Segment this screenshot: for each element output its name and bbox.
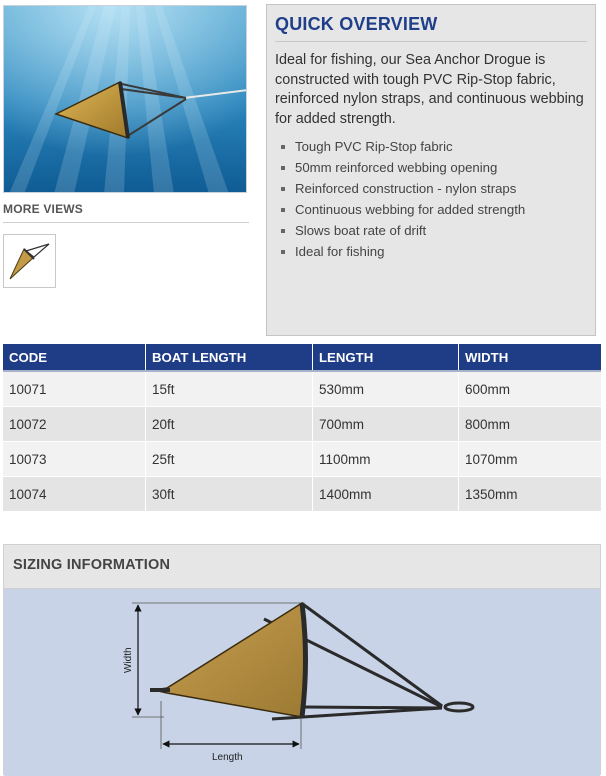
cell-length: 1400mm — [313, 477, 459, 512]
width-label: Width — [123, 647, 134, 673]
thumbnail-drogue[interactable] — [3, 234, 56, 288]
cell-width: 800mm — [459, 407, 602, 442]
cell-code: 10072 — [3, 407, 146, 442]
bullet-icon — [281, 145, 285, 149]
column-header-width: WIDTH — [459, 344, 602, 371]
table-row — [3, 477, 601, 512]
column-header-boat-length: BOAT LENGTH — [146, 344, 313, 371]
feature-text: 50mm reinforced webbing opening — [295, 160, 498, 175]
cell-code: 10071 — [3, 371, 146, 407]
sizing-section — [3, 544, 601, 775]
feature-list — [279, 136, 589, 262]
sizing-title: SIZING INFORMATION — [13, 557, 171, 573]
feature-item — [279, 220, 589, 241]
feature-text: Slows boat rate of drift — [295, 223, 427, 238]
thumbnail-drogue-image — [4, 235, 55, 287]
feature-text: Reinforced construction - nylon straps — [295, 181, 517, 196]
column-header-code: CODE — [3, 344, 146, 371]
cell-code: 10073 — [3, 442, 146, 477]
cell-boat-length: 30ft — [146, 477, 313, 512]
table-row — [3, 371, 601, 407]
feature-text: Continuous webbing for added strength — [295, 202, 526, 217]
feature-item — [279, 241, 589, 262]
sizing-header — [4, 545, 600, 589]
cell-boat-length: 15ft — [146, 371, 313, 407]
overview-title: QUICK OVERVIEW — [275, 14, 587, 42]
drogue-dimension-diagram — [4, 589, 600, 776]
bullet-icon — [281, 166, 285, 170]
cell-width: 1350mm — [459, 477, 602, 512]
bullet-icon — [281, 250, 285, 254]
feature-text: Tough PVC Rip-Stop fabric — [295, 139, 453, 154]
spec-table — [3, 344, 601, 512]
cell-length: 530mm — [313, 371, 459, 407]
main-product-image[interactable] — [3, 5, 247, 193]
table-row — [3, 407, 601, 442]
feature-text: Ideal for fishing — [295, 244, 385, 259]
table-row — [3, 442, 601, 477]
tow-loop — [445, 703, 473, 711]
bullet-icon — [281, 229, 285, 233]
column-header-length: LENGTH — [313, 344, 459, 371]
table-header-row — [3, 344, 601, 371]
bullet-icon — [281, 208, 285, 212]
sizing-diagram — [4, 589, 600, 776]
overview-description: Ideal for fishing, our Sea Anchor Drogue is constructed with tough PVC Rip-Stop fabric, reinforced nylon straps, and continuous webbing for added strength. — [275, 52, 584, 127]
length-label: Length — [212, 752, 243, 763]
underwater-drogue-photo — [4, 6, 247, 193]
feature-item — [279, 178, 589, 199]
feature-item — [279, 199, 589, 220]
cell-code: 10074 — [3, 477, 146, 512]
quick-overview-panel — [266, 4, 596, 336]
cell-boat-length: 20ft — [146, 407, 313, 442]
cell-boat-length: 25ft — [146, 442, 313, 477]
cell-length: 1100mm — [313, 442, 459, 477]
drogue-cone — [154, 603, 306, 717]
cell-width: 1070mm — [459, 442, 602, 477]
cell-length: 700mm — [313, 407, 459, 442]
cell-width: 600mm — [459, 371, 602, 407]
more-views-title: MORE VIEWS — [3, 202, 249, 223]
feature-item — [279, 157, 589, 178]
bullet-icon — [281, 187, 285, 191]
feature-item — [279, 136, 589, 157]
